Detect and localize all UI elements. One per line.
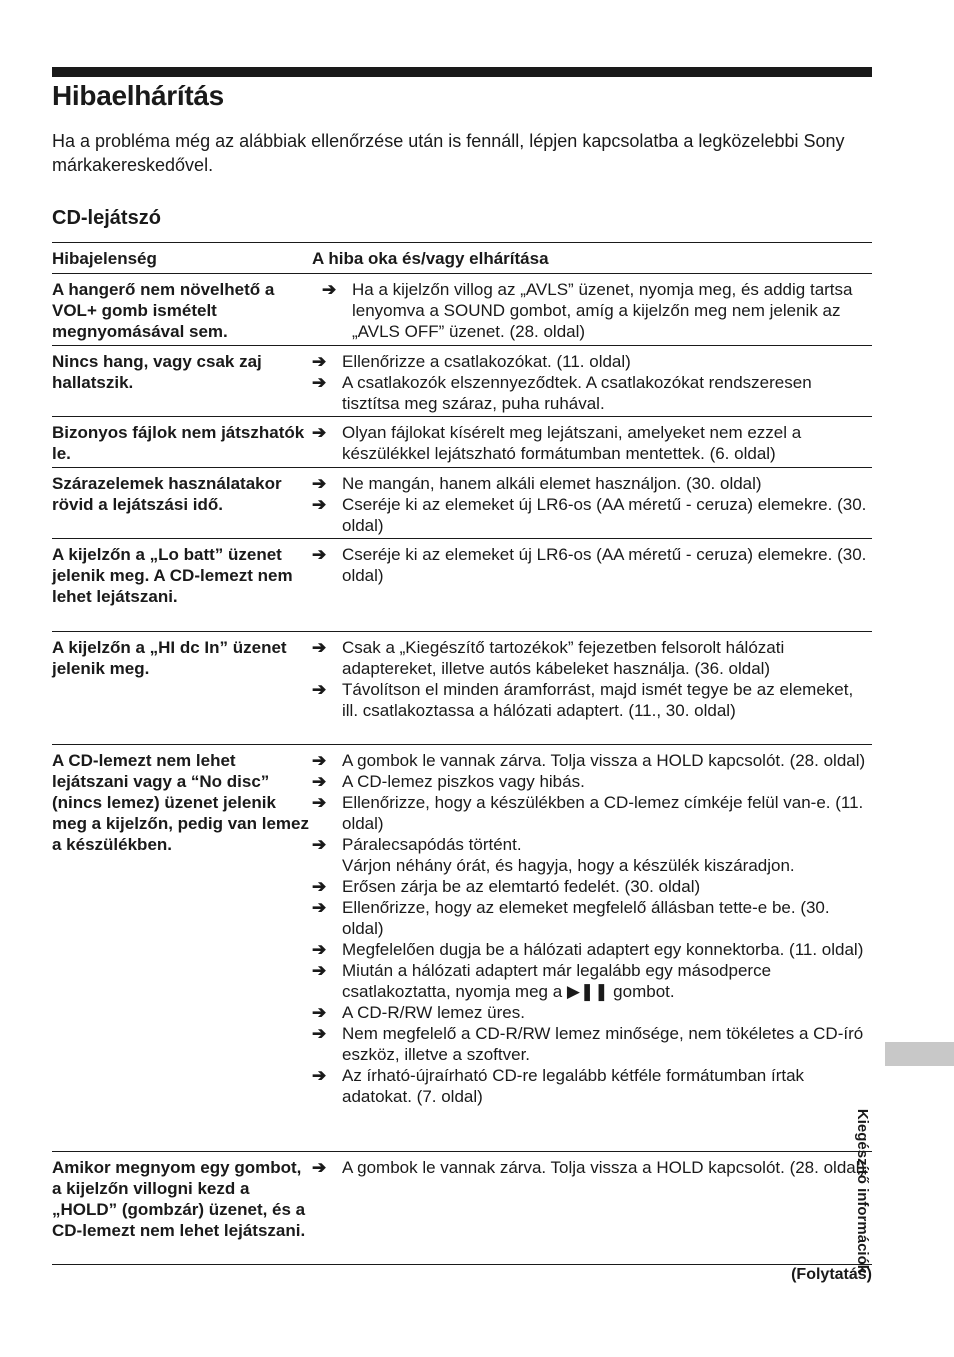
cause-text: Ne mangán, hanem alkáli elemet használjon. (30. oldal) bbox=[342, 474, 762, 493]
cause-text: Olyan fájlokat kísérelt meg lejátszani, amelyeket nem ezzel a készülékkel lejátszható formátumban mentettek. (6. oldal) bbox=[342, 423, 802, 463]
arrow-icon: ➔ bbox=[312, 1066, 327, 1085]
cause-item bbox=[312, 834, 872, 876]
cause-item bbox=[312, 679, 872, 721]
cause-text: Ellenőrizze, hogy az elemeket megfelelő állásban tette-e be. (30. oldal) bbox=[342, 898, 830, 938]
cause-text: A CD-R/RW lemez üres. bbox=[342, 1003, 525, 1022]
section-title: CD-lejátszó bbox=[52, 207, 161, 229]
table-row bbox=[52, 468, 872, 539]
symptom-cell: Nincs hang, vagy csak zaj hallatszik. bbox=[52, 352, 262, 392]
cause-item bbox=[312, 422, 872, 464]
arrow-icon: ➔ bbox=[312, 352, 327, 371]
cause-cell bbox=[312, 637, 872, 744]
cause-item bbox=[312, 771, 872, 792]
cause-item bbox=[312, 750, 872, 771]
table-row bbox=[52, 539, 872, 632]
cause-item bbox=[312, 494, 872, 536]
page-title: Hibaelhárítás bbox=[52, 80, 224, 111]
arrow-icon: ➔ bbox=[312, 961, 327, 980]
side-section-label: Kiegészítő információk bbox=[854, 1108, 871, 1274]
intro-paragraph: Ha a probléma még az alábbiak ellenőrzése után is fennáll, lépjen kapcsolatba a legközelebbi Sony márkakereskedővel. bbox=[52, 131, 845, 175]
cause-cell bbox=[312, 422, 872, 467]
cause-text: Miután a hálózati adaptert már legalább egy másodperce csatlakoztatta, nyomja meg a ▶❚❚ gombot. bbox=[342, 961, 772, 1001]
table-row bbox=[52, 346, 872, 417]
continued-label: (Folytatás) bbox=[791, 1266, 872, 1283]
arrow-icon: ➔ bbox=[312, 751, 327, 770]
cause-text: Cseréje ki az elemeket új LR6-os (AA méretű - ceruza) elemekre. (30. oldal) bbox=[342, 495, 867, 535]
cause-item bbox=[312, 897, 872, 939]
symptom-cell: Amikor megnyom egy gombot, a kijelzőn villogni kezd a „HOLD” (gombzár) üzenet, és a CD-lemezt nem lehet lejátszani. bbox=[52, 1158, 306, 1240]
cause-item bbox=[312, 544, 872, 586]
arrow-icon: ➔ bbox=[312, 1024, 327, 1043]
cause-item bbox=[312, 1157, 872, 1178]
cause-item bbox=[312, 960, 872, 1002]
cause-item bbox=[312, 939, 872, 960]
symptom-cell: A CD-lemezt nem lehet lejátszani vagy a “No disc” (nincs lemez) üzenet jelenik meg a kijelzőn, pedig van lemez a készülékben. bbox=[52, 751, 309, 854]
cause-text: Páralecsapódás történt. Várjon néhány órát, és hagyja, hogy a készülék kiszáradjon. bbox=[342, 835, 795, 875]
symptom-cell: Szárazelemek használatakor rövid a lejátszási idő. bbox=[52, 474, 282, 514]
arrow-icon: ➔ bbox=[312, 495, 327, 514]
cause-item bbox=[312, 637, 872, 679]
arrow-icon: ➔ bbox=[312, 877, 327, 896]
cause-item bbox=[312, 473, 872, 494]
cause-item bbox=[312, 1002, 872, 1023]
cause-text: A gombok le vannak zárva. Tolja vissza a HOLD kapcsolót. (28. oldal) bbox=[342, 751, 866, 770]
arrow-icon: ➔ bbox=[312, 772, 327, 791]
arrow-icon: ➔ bbox=[312, 638, 327, 657]
cause-item bbox=[312, 792, 872, 834]
cause-cell bbox=[322, 279, 872, 345]
arrow-icon: ➔ bbox=[312, 373, 327, 392]
arrow-icon: ➔ bbox=[312, 835, 327, 854]
cause-text: Megfelelően dugja be a hálózati adaptert egy konnektorba. (11. oldal) bbox=[342, 940, 864, 959]
cause-text: Nem megfelelő a CD-R/RW lemez minősége, nem tökéletes a CD-író eszköz, illetve a szoftver. bbox=[342, 1024, 864, 1064]
cause-cell bbox=[312, 1157, 872, 1264]
arrow-icon: ➔ bbox=[312, 940, 327, 959]
cause-text: Ellenőrizze, hogy a készülékben a CD-lemez címkéje felül van-e. (11. oldal) bbox=[342, 793, 864, 833]
cause-item bbox=[312, 1065, 872, 1107]
cause-item bbox=[312, 372, 872, 414]
arrow-icon: ➔ bbox=[312, 423, 327, 442]
table-row bbox=[52, 1152, 872, 1265]
cause-cell bbox=[312, 544, 872, 631]
side-tab-marker bbox=[885, 1042, 954, 1066]
table-row bbox=[52, 745, 872, 1152]
table-row bbox=[52, 274, 872, 346]
arrow-icon: ➔ bbox=[312, 1158, 327, 1177]
cause-text: A CD-lemez piszkos vagy hibás. bbox=[342, 772, 585, 791]
cause-item bbox=[312, 351, 872, 372]
symptom-cell: A kijelzőn a „HI dc In” üzenet jelenik meg. bbox=[52, 638, 287, 678]
arrow-icon: ➔ bbox=[312, 474, 327, 493]
symptom-cell: A kijelzőn a „Lo batt” üzenet jelenik meg. A CD-lemezt nem lehet lejátszani. bbox=[52, 545, 293, 606]
cause-text: A csatlakozók elszennyeződtek. A csatlakozókat rendszeresen tisztítsa meg száraz, puha ruhával. bbox=[342, 373, 812, 413]
cause-text: Csak a „Kiegészítő tartozékok” fejezetben felsorolt hálózati adaptereket, illetve autós kábeleket használja. (36. oldal) bbox=[342, 638, 785, 678]
arrow-icon: ➔ bbox=[322, 280, 337, 299]
header-symptom: Hibajelenség bbox=[52, 249, 157, 268]
table-header-row bbox=[52, 243, 872, 274]
cause-cell bbox=[312, 473, 872, 538]
cause-item bbox=[312, 876, 872, 897]
title-rule bbox=[52, 67, 872, 77]
cause-text: Távolítson el minden áramforrást, majd ismét tegye be az elemeket, ill. csatlakoztassa a hálózati adaptert. (11., 30. oldal) bbox=[342, 680, 854, 720]
arrow-icon: ➔ bbox=[312, 1003, 327, 1022]
symptom-cell: A hangerő nem növelhető a VOL+ gomb ismételt megnyomásával sem. bbox=[52, 280, 275, 341]
cause-cell bbox=[312, 750, 872, 1151]
header-cause: A hiba oka és/vagy elhárítása bbox=[312, 249, 549, 268]
table-row bbox=[52, 417, 872, 468]
cause-item bbox=[322, 279, 872, 342]
troubleshooting-table bbox=[52, 242, 872, 1265]
table-row bbox=[52, 632, 872, 745]
cause-text: Erősen zárja be az elemtartó fedelét. (30. oldal) bbox=[342, 877, 701, 896]
cause-cell bbox=[312, 351, 872, 416]
cause-item bbox=[312, 1023, 872, 1065]
arrow-icon: ➔ bbox=[312, 680, 327, 699]
cause-text: Ellenőrizze a csatlakozókat. (11. oldal) bbox=[342, 352, 631, 371]
arrow-icon: ➔ bbox=[312, 793, 327, 812]
arrow-icon: ➔ bbox=[312, 898, 327, 917]
table-body bbox=[52, 274, 872, 1265]
symptom-cell: Bizonyos fájlok nem játszhatók le. bbox=[52, 423, 305, 463]
arrow-icon: ➔ bbox=[312, 545, 327, 564]
cause-text: Az írható-újraírható CD-re legalább kétféle formátumban írtak adatokat. (7. oldal) bbox=[342, 1066, 805, 1106]
cause-text: Ha a kijelzőn villog az „AVLS” üzenet, nyomja meg, és addig tartsa lenyomva a SOUND gombot, amíg a kijelzőn meg nem jelenik az „AVLS OFF” üzenet. (28. oldal) bbox=[352, 280, 853, 341]
cause-text: Cseréje ki az elemeket új LR6-os (AA méretű - ceruza) elemekre. (30. oldal) bbox=[342, 545, 867, 585]
cause-text: A gombok le vannak zárva. Tolja vissza a HOLD kapcsolót. (28. oldal) bbox=[342, 1158, 866, 1177]
